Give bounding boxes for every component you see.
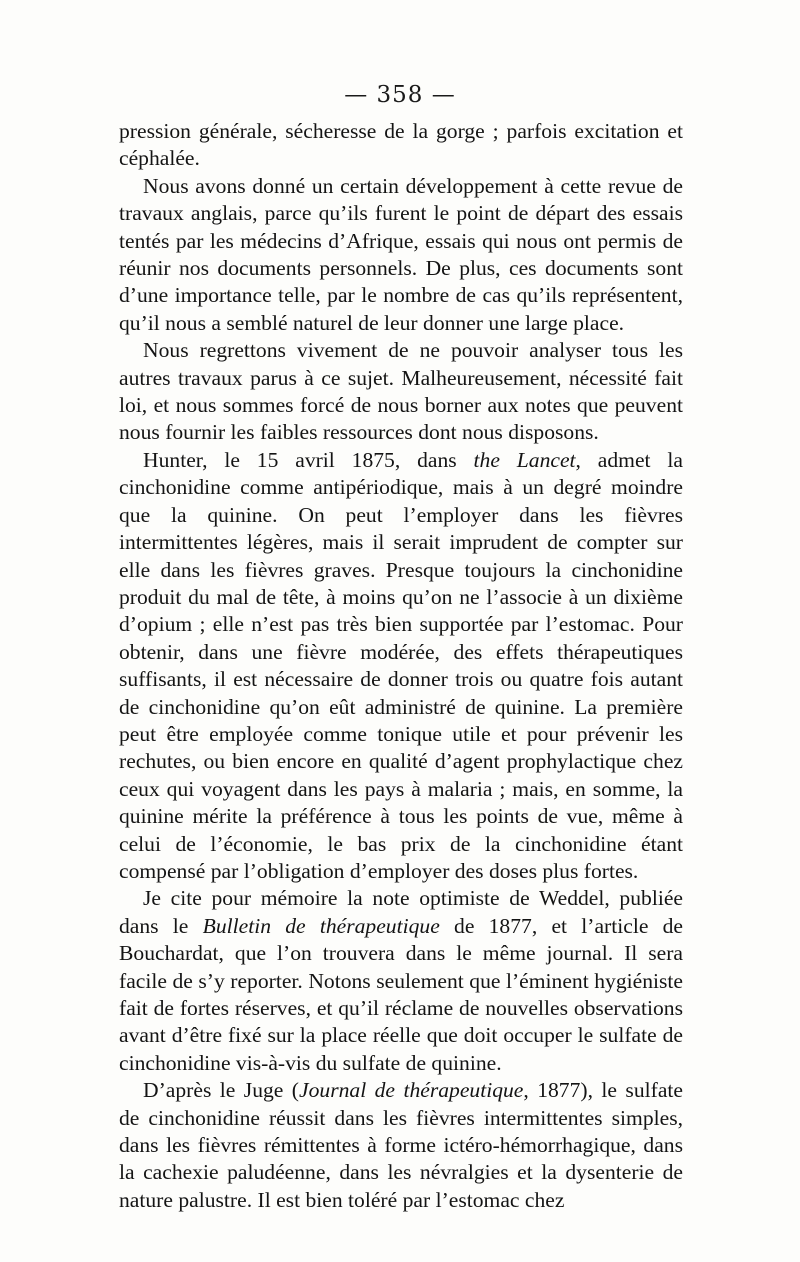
paragraph [119, 173, 683, 337]
italic-title: the Lancet [473, 447, 576, 472]
paragraph-text: Nous avons donné un certain développement à cette revue de travaux anglais, parce qu’ils furent le point de départ des essais tentés par les médecins d’Afrique, essais qui nous ont permis de réunir nos documents personnels. De plus, ces documents sont d’une importance telle, par le nombre de cas qu’ils représentent, qu’il nous a semblé naturel de leur donner une large place. [119, 173, 683, 335]
page-number: — 358 — [344, 82, 456, 108]
paragraph [119, 1077, 683, 1214]
paragraph-text: D’après le Juge ( [143, 1078, 300, 1103]
paragraph [119, 118, 683, 173]
paragraph-text: , admet la cinchonidine comme antipériodique, mais à un degré moindre que la quinine. On peut l’employer dans les fièvres intermittentes légères, mais il serait imprudent de compter sur elle dans les fièvres graves. Presque toujours la cinchonidine produit du mal de tête, à moins qu’on ne l’associe à un dixième d’opium ; elle n’est pas très bien supportée par l’estomac. Pour obtenir, dans une fièvre modérée, des effets thérapeutiques suffisants, il est nécessaire de donner trois ou quatre fois autant de cinchonidine qu’on eût administré de quinine. La première peut être employée comme tonique utile et pour prévenir les rechutes, ou bien encore en qualité d’agent prophylactique chez ceux qui voyagent dans les pays à malaria ; mais, en somme, la quinine mérite la préférence à tous les points de vue, même à celui de l’économie, le bas prix de la cinchonidine étant compensé par l’obligation d’employer des doses plus fortes. [119, 447, 683, 883]
paragraph-text: , 1877), le sulfate de cinchonidine réussit dans les fièvres intermittentes simples, dans les fièvres rémittentes à forme ictéro-hémorrhagique, dans la cachexie paludéenne, dans les névralgies et la dysenterie de nature palustre. Il est bien toléré par l’estomac chez [119, 1078, 683, 1212]
italic-title: Bulletin de thérapeutique [202, 913, 440, 938]
paragraph-text: Hunter, le 15 avril 1875, dans [143, 447, 474, 472]
paragraph-text: Nous regrettons vivement de ne pouvoir analyser tous les autres travaux parus à ce sujet. Malheureusement, nécessité fait loi, et nous sommes forcé de nous borner aux notes que peuvent nous fournir les faibles ressources dont nous disposons. [119, 338, 683, 445]
paragraph-text: de 1877, et l’article de Bouchardat, que l’on trouvera dans le même journal. Il sera facile de s’y reporter. Notons seulement que l’éminent hygiéniste fait de fortes réserves, et qu’il réclame de nouvelles observations avant d’être fixé sur la place réelle que doit occuper le sulfate de cinchonidine vis-à-vis du sulfate de quinine. [119, 913, 684, 1075]
body-text [119, 118, 683, 1214]
paragraph [119, 447, 683, 886]
paragraph [119, 885, 683, 1077]
paragraph [119, 337, 683, 447]
paragraph-text: pression générale, sécheresse de la gorge ; parfois excitation et céphalée. [119, 119, 683, 171]
italic-title: Journal de thérapeutique [299, 1078, 524, 1103]
paragraph-text: Je cite pour mémoire la note optimiste de Weddel, publiée dans le [119, 886, 683, 938]
